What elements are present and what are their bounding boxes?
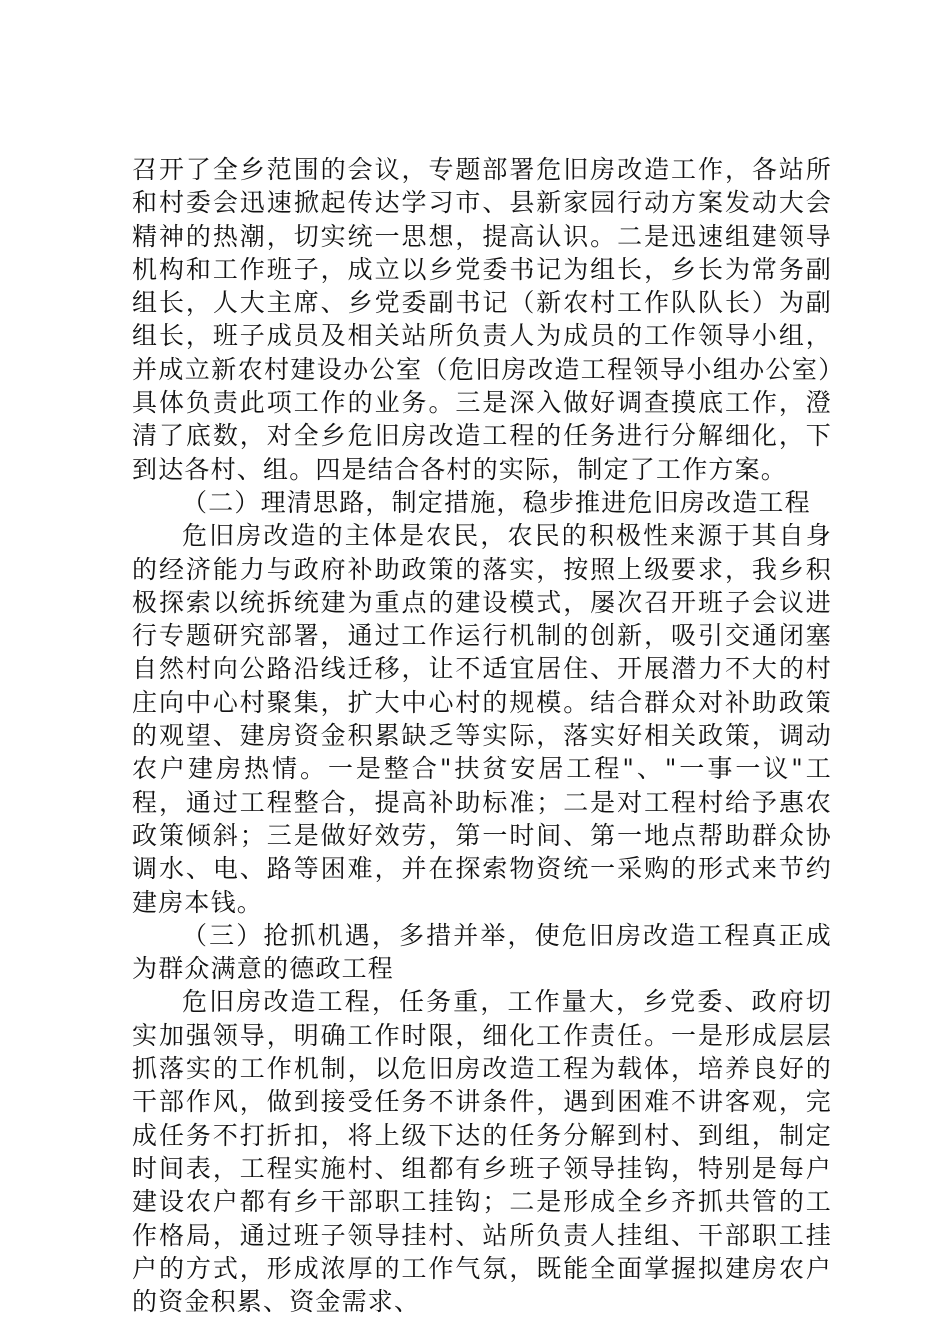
body-paragraph-continued: 召开了全乡范围的会议，专题部署危旧房改造工作，各站所和村委会迅速掀起传达学习市、县新家园行动方案发动大会精神的热潮，切实统一思想，提高认识。二是迅速组建领导机构和工作班子，成立以乡党委书记为组长，乡长为常务副组长，人大主席、乡党委副书记（新农村工作队队长）为副组长，班子成员及相关站所负责人为成员的工作领导小组，并成立新农村建设办公室（危旧房改造工程领导小组办公室）具体负责此项工作的业务。三是深入做好调查摸底工作，澄清了底数，对全乡危旧房改造工程的任务进行分解细化，下到达各村、组。四是结合各村的实际，制定了工作方案。 — [132, 155, 832, 484]
document-page — [132, 153, 832, 1318]
body-paragraph-3: 危旧房改造工程，任务重，工作量大，乡党委、政府切实加强领导，明确工作时限，细化工作责任。一是形成层层抓落实的工作机制，以危旧房改造工程为载体，培养良好的干部作风，做到接受任务不讲条件，遇到困难不讲客观，完成任务不打折扣，将上级下达的任务分解到村、到组，制定时间表，工程实施村、组都有乡班子领导挂钩，特别是每户建设农户都有乡干部职工挂钩；二是形成全乡齐抓共管的工作格局，通过班子领导挂村、站所负责人挂组、干部职工挂户的方式，形成浓厚的工作气氛，既能全面掌握拟建房农户的资金积累、资金需求、 — [132, 987, 832, 1317]
body-paragraph-2: 危旧房改造的主体是农民，农民的积极性来源于其自身的经济能力与政府补助政策的落实，按照上级要求，我乡积极探索以统拆统建为重点的建设模式，屡次召开班子会议进行专题研究部署，通过工作运行机制的创新，吸引交通闭塞自然村向公路沿线迁移，让不适宜居住、开展潜力不大的村庄向中心村聚集，扩大中心村的规模。结合群众对补助政策的观望、建房资金积累缺乏等实际，落实好相关政策，调动农户建房热情。一是整合"扶贫安居工程"、"一事一议"工程，通过工程整合，提高补助标准；二是对工程村给予惠农政策倾斜；三是做好效劳，第一时间、第一地点帮助群众协调水、电、路等困难，并在探索物资统一采购的形式来节约建房本钱。 — [132, 521, 832, 917]
section-heading-3: （三）抢抓机遇，多措并举，使危旧房改造工程真正成为群众满意的德政工程 — [132, 920, 832, 984]
section-heading-2: （二）理清思路，制定措施，稳步推进危旧房改造工程 — [182, 487, 811, 517]
